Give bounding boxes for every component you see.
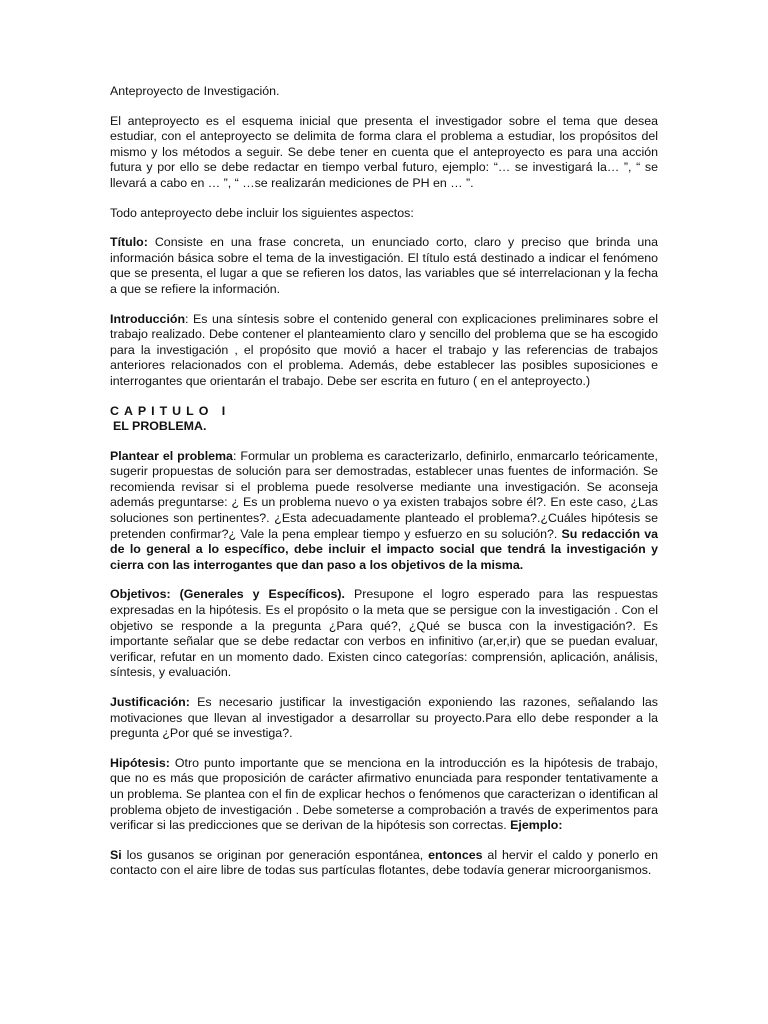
plantear-label: Plantear el problema — [110, 448, 233, 463]
introduccion-label: Introducción — [110, 311, 186, 326]
titulo-paragraph — [110, 235, 658, 297]
document-body — [110, 84, 658, 893]
hipotesis-paragraph — [110, 756, 658, 834]
plantear-text: : Formular un problema es caracterizarlo, definirlo, enmarcarlo teóricamente, sugerir propuestas de solución para ser demostradas, establecer unas fuentes de información. Se recomienda revisar si el problema puede resolverse mediante una investigación. Se aconseja además preguntarse: ¿ Es un problema nuevo o ya existen trabajos sobre él?. En este caso, ¿Las soluciones son pertinentes?. ¿Esta adecuadamente planteado el problema?.¿Cuáles hipótesis se pretenden confirmar?¿ Vale la pena emplear tiempo y esfuerzo en su solución?. — [110, 448, 658, 541]
hipotesis-label: Hipótesis: — [110, 755, 170, 770]
introduccion-paragraph — [110, 312, 658, 390]
chapter-number: CAPITULO I — [110, 403, 231, 418]
chapter-heading — [110, 404, 658, 435]
ejemplo-paragraph — [110, 848, 658, 879]
introduccion-text: : Es una síntesis sobre el contenido general con explicaciones preliminares sobre el trabajo realizado. Debe contener el planteamiento claro y sencillo del problema que se ha escogido para la investigación , el propósito que movió a hacer el trabajo y las referencias de trabajos anteriores relacionados con el problema. Además, debe establecer las posibles suposiciones e interrogantes que orientarán el trabajo. Debe ser escrita en futuro ( en el anteproyecto.) — [110, 311, 658, 388]
titulo-label: Título: — [110, 235, 148, 250]
justificacion-text: Es necesario justificar la investigación exponiendo las razones, señalando las motivaciones que llevan al investigador a desarrollar su proyecto.Para ello debe responder a la pregunta ¿Por qué se investiga?. — [110, 695, 658, 741]
ejemplo-text-2: al hervir el caldo y ponerlo en contacto con el aire libre de todas sus partículas flotantes, debe todavía generar microorganismos. — [110, 847, 658, 878]
aspects-paragraph: Todo anteproyecto debe incluir los siguientes aspectos: — [110, 205, 414, 220]
justificacion-paragraph — [110, 695, 658, 742]
chapter-title: EL PROBLEMA. — [113, 419, 207, 434]
objetivos-paragraph — [110, 587, 658, 681]
ejemplo-si: Si — [110, 847, 122, 862]
plantear-paragraph — [110, 449, 658, 574]
titulo-text: Consiste en una frase concreta, un enunciado corto, claro y preciso que brinda una información básica sobre el tema de la investigación. El título está destinado a indicar el fenómeno que se presenta, el lugar a que se refieren los datos, las variables que sé interrelacionan y la fecha a que se refiere la información. — [110, 235, 658, 296]
hipotesis-text: Otro punto importante que se menciona en la introducción es la hipótesis de trabajo, que no es más que proposición de carácter afirmativo enunciada para responder tentativamente a un problema. Se plantea con el fin de explicar hechos o fenómenos que caracterizan o identifican al problema objeto de investigación . Debe someterse a comprobación a través de experimentos para verificar si las predicciones que se derivan de la hipótesis son correctas. — [110, 755, 658, 833]
document-title: Anteproyecto de Investigación. — [110, 84, 280, 98]
intro-paragraph: El anteproyecto es el esquema inicial que presenta el investigador sobre el tema que desea estudiar, con el anteproyecto se delimita de forma clara el problema a estudiar, los propósitos del mismo y los métodos a seguir. Se debe tener en cuenta que el anteproyecto es para una acción futura y por ello se debe redactar en tiempo verbal futuro, ejemplo: “… se investigará la… ”, “ se llevará a cabo en … ”, “ …se realizarán mediciones de PH en … ”. — [110, 113, 658, 190]
hipotesis-example-label: Ejemplo: — [510, 818, 563, 833]
objetivos-text: Presupone el logro esperado para las respuestas expresadas en la hipótesis. Es el propósito o la meta que se persigue con la investigación . Con el objetivo se responde a la pregunta ¿Para qué?, ¿Qué se busca con la investigación?. Es importante señalar que se debe redactar con verbos en infinitivo (ar,er,ir) que se puedan evaluar, verificar, refutar en un momento dado. Existen cinco categorías: comprensión, aplicación, análisis, síntesis, y evaluación. — [110, 587, 658, 680]
justificacion-label: Justificación: — [110, 695, 190, 709]
ejemplo-entonces: entonces — [428, 847, 483, 862]
plantear-bold-text: Su redacción va de lo general a lo específico, debe incluir el impacto social que tendrá la investigación y cierra con las interrogantes que dan paso a los objetivos de la misma. — [110, 526, 658, 572]
objetivos-label: Objetivos: (Generales y Específicos). — [110, 587, 345, 602]
ejemplo-text-1: los gusanos se originan por generación espontánea, — [121, 847, 429, 862]
